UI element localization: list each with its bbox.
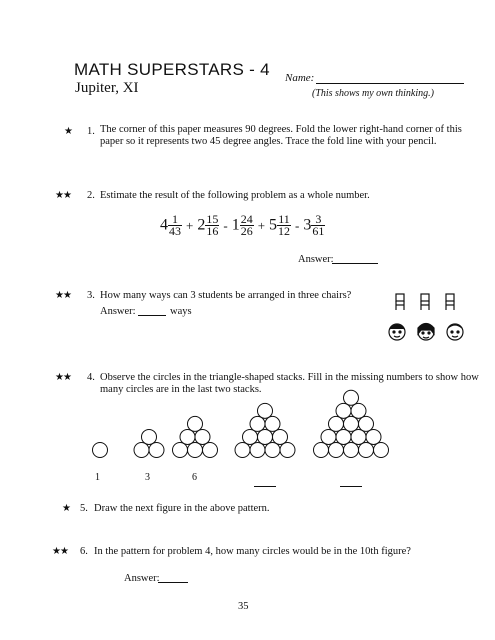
stack-circle bbox=[149, 443, 164, 458]
stack-circle bbox=[314, 443, 329, 458]
circle-stack bbox=[134, 429, 164, 457]
difficulty-stars: ★ bbox=[64, 126, 72, 137]
stack-circle bbox=[351, 429, 366, 444]
stack-circle bbox=[336, 403, 351, 418]
stack-circle bbox=[265, 416, 280, 431]
difficulty-stars: ★ bbox=[62, 503, 70, 514]
stack-circle bbox=[250, 416, 265, 431]
worksheet-title: MATH SUPERSTARS - 4 bbox=[74, 60, 270, 79]
name-label: Name: bbox=[285, 72, 315, 84]
mixed-number-whole: 1 bbox=[231, 216, 240, 234]
operator: + bbox=[186, 217, 194, 233]
stack-circle bbox=[188, 443, 203, 458]
circle-stack bbox=[235, 403, 295, 457]
problem-number: 1. bbox=[87, 126, 95, 137]
stack-circle bbox=[235, 443, 250, 458]
stack-circle bbox=[203, 443, 218, 458]
difficulty-stars: ★★ bbox=[52, 546, 68, 557]
problem-2-text: Estimate the result of the following problem as a whole number. bbox=[100, 190, 370, 201]
fraction-denominator: 43 bbox=[169, 224, 181, 238]
answer-label: Answer: bbox=[298, 254, 334, 265]
stack-circle bbox=[142, 429, 157, 444]
answer-blank[interactable] bbox=[158, 581, 188, 583]
stack-circle bbox=[180, 429, 195, 444]
problem-number: 5. bbox=[80, 503, 88, 514]
fraction-numerator: 24 bbox=[240, 212, 253, 226]
stack-circle bbox=[344, 390, 359, 405]
problem-number: 2. bbox=[87, 190, 95, 201]
stack-count-blank[interactable] bbox=[254, 485, 276, 487]
stack-circle bbox=[280, 443, 295, 458]
answer-unit: ways bbox=[170, 306, 192, 317]
stack-circle bbox=[273, 429, 288, 444]
stack-circle bbox=[351, 403, 366, 418]
fraction-numerator: 15 bbox=[206, 212, 219, 226]
stack-circle bbox=[344, 443, 359, 458]
fraction-numerator: 1 bbox=[168, 214, 182, 226]
stack-circle bbox=[329, 416, 344, 431]
mixed-number-whole: 4 bbox=[160, 216, 168, 234]
difficulty-stars: ★★ bbox=[55, 290, 71, 301]
stack-circle bbox=[173, 443, 188, 458]
stack-count-blank[interactable] bbox=[340, 485, 362, 487]
stack-circle bbox=[258, 403, 273, 418]
fraction-numerator: 3 bbox=[311, 214, 325, 226]
stack-circle bbox=[188, 416, 203, 431]
thinking-note: (This shows my own thinking.) bbox=[312, 88, 434, 99]
stack-count: 3 bbox=[145, 472, 150, 483]
fraction-denominator: 12 bbox=[278, 224, 291, 238]
operator: - bbox=[295, 217, 300, 233]
stack-circle bbox=[258, 429, 273, 444]
stack-circle bbox=[366, 429, 381, 444]
problem-4-line: Observe the circles in the triangle-shaped stacks. Fill in the missing numbers to show how bbox=[100, 372, 479, 383]
stack-circle bbox=[336, 429, 351, 444]
page-number: 35 bbox=[238, 601, 249, 612]
problem-6-text: In the pattern for problem 4, how many circles would be in the 10th figure? bbox=[94, 546, 411, 557]
answer-label: Answer: bbox=[100, 306, 136, 317]
problem-3-text: How many ways can 3 students be arranged in three chairs? bbox=[100, 290, 352, 301]
circle-stack bbox=[93, 443, 108, 458]
circle-stack bbox=[314, 390, 389, 457]
problem-1-line: paper so it represents two 45 degree angles. Trace the fold line with your pencil. bbox=[100, 136, 437, 147]
stack-circle bbox=[134, 443, 149, 458]
stack-circle bbox=[243, 429, 258, 444]
operator: - bbox=[223, 217, 228, 233]
operator: + bbox=[257, 217, 266, 233]
fraction-denominator: 26 bbox=[240, 224, 253, 238]
stack-circle bbox=[329, 443, 344, 458]
circle-stack bbox=[173, 416, 218, 457]
problem-5-text: Draw the next figure in the above pattern. bbox=[94, 503, 270, 514]
fraction-numerator: 11 bbox=[278, 212, 290, 226]
answer-label: Answer: bbox=[124, 573, 160, 584]
difficulty-stars: ★★ bbox=[55, 372, 71, 383]
problem-number: 4. bbox=[87, 372, 95, 383]
fraction-denominator: 61 bbox=[312, 224, 325, 238]
fraction-denominator: 16 bbox=[206, 224, 219, 238]
problem-1-line: The corner of this paper measures 90 degrees. Fold the lower right-hand corner of this bbox=[100, 124, 462, 135]
mixed-number-whole: 5 bbox=[269, 216, 278, 234]
difficulty-stars: ★★ bbox=[55, 190, 71, 201]
stack-circle bbox=[265, 443, 280, 458]
stack-circle bbox=[359, 443, 374, 458]
stack-circle bbox=[250, 443, 265, 458]
stack-circle bbox=[344, 416, 359, 431]
mixed-number-whole: 2 bbox=[197, 216, 206, 234]
mixed-number-whole: 3 bbox=[303, 216, 312, 234]
stack-circle bbox=[93, 443, 108, 458]
stack-circle bbox=[359, 416, 374, 431]
stack-count: 1 bbox=[95, 472, 100, 483]
stack-circle bbox=[321, 429, 336, 444]
problem-number: 6. bbox=[80, 546, 88, 557]
stack-count: 6 bbox=[192, 472, 197, 483]
problem-number: 3. bbox=[87, 290, 95, 301]
stack-circle bbox=[195, 429, 210, 444]
worksheet-subtitle: Jupiter, XI bbox=[75, 80, 139, 96]
stack-circle bbox=[374, 443, 389, 458]
problem-4-line: many circles are in the last two stacks. bbox=[100, 384, 262, 395]
